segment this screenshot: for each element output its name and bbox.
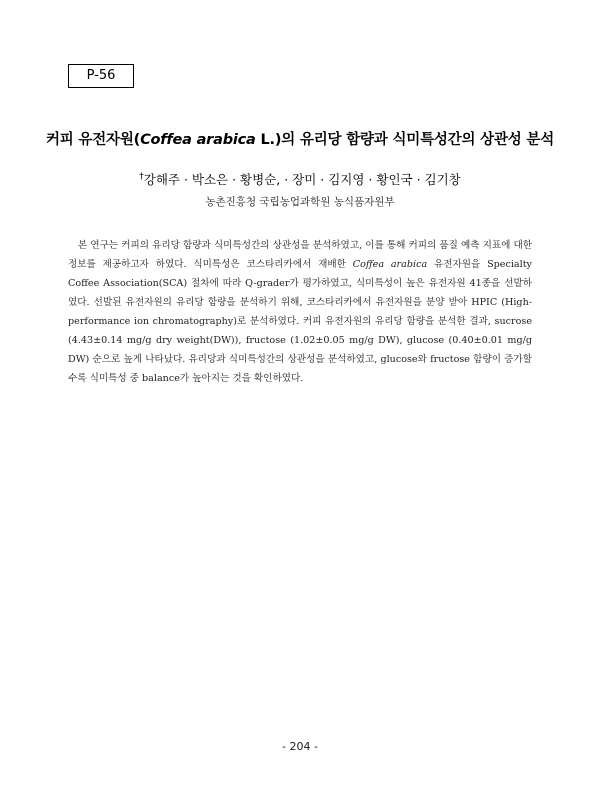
- poster-code: P-56: [86, 68, 116, 83]
- abstract-paragraph: [68, 236, 532, 388]
- corresponding-author-mark: †: [139, 171, 144, 182]
- page-number: - 204 -: [282, 740, 318, 753]
- title-part-2: L.)의 유리당 함량과 식미특성간의 상관성 분석: [255, 132, 555, 148]
- abstract-text-2: 유전자원을 Specialty Coffee Association(SCA) 절차에 따라 Q-grader가 평가하였고, 식미특성이 높은 유전자원 41종을 선발하였다. 선발된 유전자원의 유리당 함량을 분석하기 위해, 코스타리카에서 유전자원을 분양 받아 HPIC (High-performance ion chromatography)로 분석하였다. 커피 유전자원의 유리당 함량을 분석한 결과, sucrose (4.43±0.14 mg/g dry weight(DW)), fructose (1.02±0.05 mg/g DW), glucose (0.40±0.01 mg/g DW) 순으로 높게 나타났다. 유리당과 식미특성간의 상관성을 분석하였고, glucose와 fructose 함량이 증가할수록 식미특성 중 balance가 높아지는 것을 확인하였다.: [68, 259, 532, 384]
- title-part-1: 커피 유전자원(: [45, 132, 141, 148]
- author-list: [40, 170, 560, 188]
- poster-code-box: [68, 64, 134, 88]
- affiliation: 농촌진흥청 국립농업과학원 농식품자원부: [205, 196, 395, 208]
- abstract-text-1: 본 연구는 커피의 유리당 함량과 식미특성간의 상관성을 분석하였고, 이를 통해 커피의 품질 예측 지표에 대한 정보를 제공하고자 하였다. 식미특성은 코스타리카에서 재배한: [68, 240, 532, 270]
- author-names: 강해주 · 박소은 · 황병순, · 장미 · 김지영 · 황인국 · 김기창: [143, 172, 461, 187]
- abstract-body: [68, 236, 532, 388]
- paper-title: [40, 128, 560, 149]
- title-species-italic: Coffea arabica: [140, 132, 256, 148]
- abstract-species-italic: Coffea arabica: [352, 259, 428, 270]
